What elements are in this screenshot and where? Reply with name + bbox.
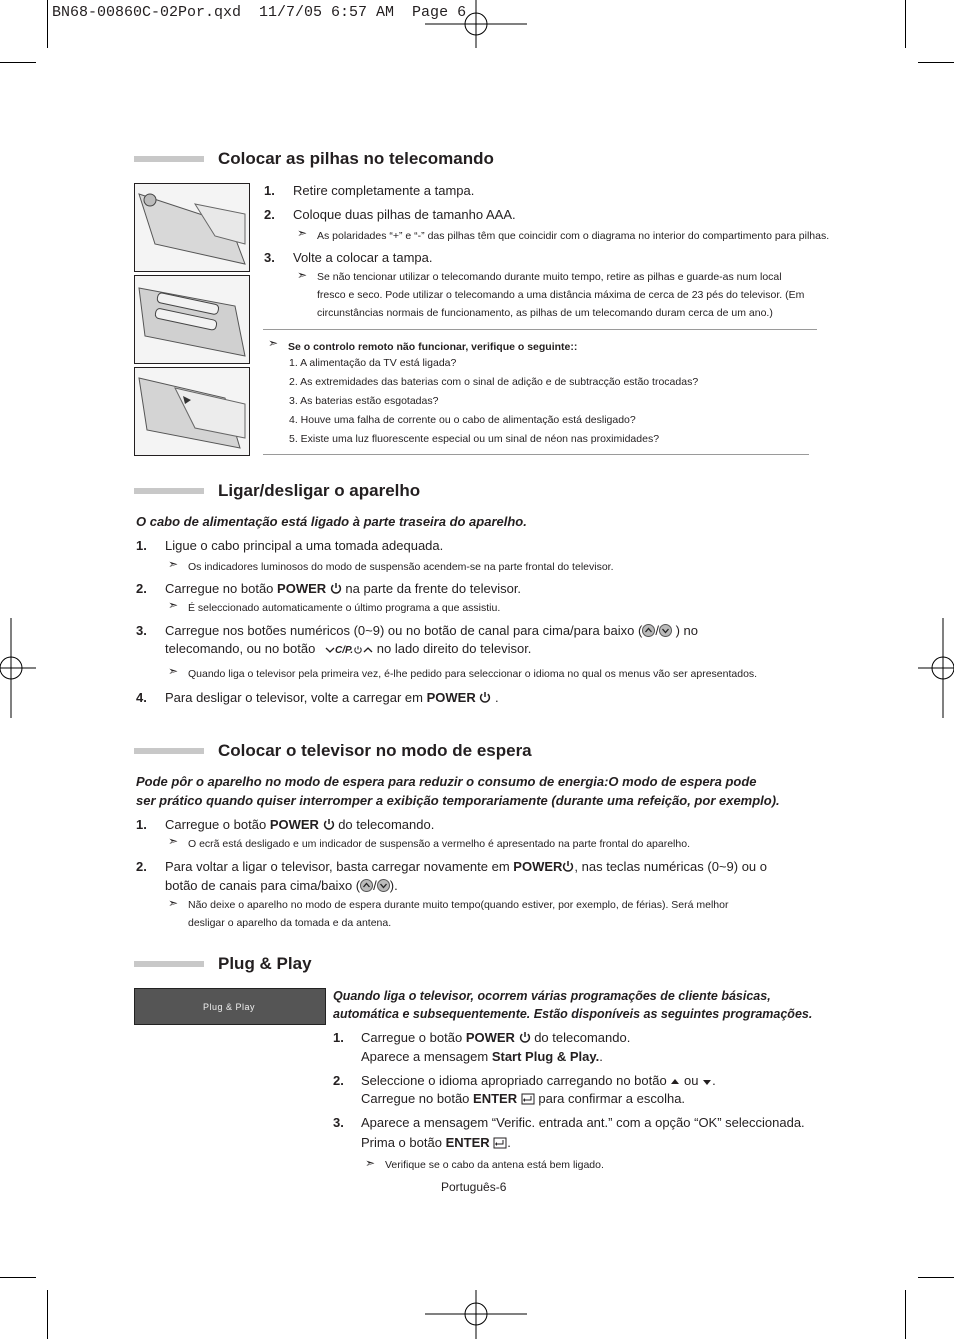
channel-up-icon xyxy=(642,624,655,637)
battery-illustration-icon xyxy=(135,276,249,363)
text-fragment: do telecomando. xyxy=(338,817,435,832)
section-intro: Pode pôr o aparelho no modo de espera para reduzir o consumo de energia:O modo de espera pode xyxy=(136,774,757,789)
step-text xyxy=(165,622,698,640)
step-text xyxy=(361,1072,716,1090)
power-label: POWER xyxy=(465,1030,515,1045)
step-text: Aparece a mensagem “Verific. entrada ant.” com a opção “OK” seleccionada. xyxy=(361,1115,805,1130)
step-number: 1. xyxy=(333,1030,344,1045)
note-arrow-icon: ➣ xyxy=(168,664,179,678)
text-fragment: Carregue o botão xyxy=(165,817,267,832)
note-arrow-icon: ➣ xyxy=(168,557,179,571)
note-text: O ecrã está desligado e um indicador de suspensão a vermelho é apresentado na parte frontal do aparelho. xyxy=(188,838,690,850)
chevron-up-icon xyxy=(363,645,373,655)
power-icon xyxy=(519,1031,531,1044)
section-bar xyxy=(134,961,204,967)
step-text xyxy=(361,1048,603,1066)
text-fragment: Carregue no botão xyxy=(361,1091,470,1106)
note-text: Se não tencionar utilizar o telecomando durante muito tempo, retire as pilhas e guarde-as num local xyxy=(317,271,782,283)
enter-icon xyxy=(521,1093,535,1105)
registration-mark-top xyxy=(425,0,527,48)
arrow-down-icon xyxy=(702,1077,712,1087)
registration-mark-bottom xyxy=(425,1290,527,1339)
remote-image-open-cover xyxy=(134,183,250,272)
enter-label: ENTER xyxy=(445,1135,490,1150)
note-arrow-icon: ➣ xyxy=(168,834,179,848)
cp-label: C/P. xyxy=(334,645,354,656)
step-text xyxy=(361,1029,630,1047)
page-number: Português-6 xyxy=(441,1180,507,1194)
note-arrow-icon: ➣ xyxy=(365,1156,376,1170)
power-label: POWER xyxy=(426,690,476,705)
power-icon xyxy=(479,691,491,704)
remote-image-batteries xyxy=(134,275,250,364)
registration-mark-right xyxy=(918,618,954,718)
note-text: Quando liga o televisor pela primeira vez, é-lhe pedido para seleccionar o idioma no qual os menus vão ser apresentados. xyxy=(188,668,758,680)
text-fragment: . xyxy=(494,690,499,705)
channel-up-icon xyxy=(360,879,373,892)
step-text xyxy=(165,858,767,876)
text-fragment: Para voltar a ligar o televisor, basta carregar novamente em xyxy=(165,859,510,874)
check-item: 1. A alimentação da TV está ligada? xyxy=(289,357,457,369)
remote-illustration-icon xyxy=(135,184,249,271)
step-number: 1. xyxy=(264,183,275,198)
step-text xyxy=(361,1090,685,1108)
section-bar xyxy=(134,156,204,162)
text-fragment: ) no xyxy=(675,623,698,638)
step-number: 2. xyxy=(264,207,275,222)
step-text xyxy=(165,580,521,598)
check-item: 5. Existe uma luz fluorescente especial ou um sinal de néon nas proximidades? xyxy=(289,433,660,445)
power-label: POWER xyxy=(277,581,327,596)
text-fragment: / xyxy=(655,623,659,638)
power-label: POWER xyxy=(513,859,563,874)
note-text: fresco e seco. Pode utilizar o telecomando a uma distância máxima de cerca de 23 pés do televisor. (Em xyxy=(317,289,805,301)
text-fragment: Carregue no botão xyxy=(165,581,274,596)
note-text: As polaridades “+” e “-” das pilhas têm que coincidir com o diagrama no interior do compartimento para pilhas. xyxy=(317,230,830,242)
plug-play-screen-label: Plug & Play xyxy=(203,1002,256,1012)
text-fragment: ). xyxy=(389,878,398,893)
step-number: 4. xyxy=(136,690,147,705)
step-number: 2. xyxy=(136,859,147,874)
step-number: 1. xyxy=(136,817,147,832)
note-text: Não deixe o aparelho no modo de espera durante muito tempo(quando estiver, por exemplo, de férias). Será melhor xyxy=(188,899,729,911)
note-text: Verifique se o cabo da antena está bem ligado. xyxy=(385,1159,604,1171)
text-fragment: para confirmar a escolha. xyxy=(538,1091,686,1106)
section-intro: O cabo de alimentação está ligado à parte traseira do aparelho. xyxy=(136,514,527,529)
step-text xyxy=(165,640,531,660)
registration-mark-left xyxy=(0,618,36,718)
note-arrow-icon: ➣ xyxy=(268,336,279,350)
check-item: 2. As extremidades das baterias com o sinal de adição e de subtracção estão trocadas? xyxy=(289,376,699,388)
section-title-plugplay: Plug & Play xyxy=(218,954,312,973)
power-icon xyxy=(323,818,335,831)
text-fragment: . xyxy=(712,1073,716,1088)
check-item: 3. As baterias estão esgotadas? xyxy=(289,395,439,407)
crop-mark xyxy=(905,1290,906,1339)
crop-mark xyxy=(47,1290,48,1339)
note-arrow-icon: ➣ xyxy=(297,268,308,282)
text-fragment: botão de canais para cima/baixo ( xyxy=(165,878,361,893)
remote-cover-illustration-icon xyxy=(135,368,249,455)
step-text xyxy=(361,1134,511,1152)
crop-mark xyxy=(47,0,48,48)
enter-label: ENTER xyxy=(473,1091,518,1106)
crop-mark xyxy=(918,62,954,63)
divider xyxy=(263,329,817,330)
section-bar xyxy=(134,488,204,494)
section-title-power: Ligar/desligar o aparelho xyxy=(218,481,421,500)
check-item: 4. Houve uma falha de corrente ou o cabo de alimentação está desligado? xyxy=(289,414,636,426)
text-fragment: . xyxy=(507,1135,511,1150)
step-text: Coloque duas pilhas de tamanho AAA. xyxy=(293,207,516,222)
check-title: Se o controlo remoto não funcionar, verifique o seguinte:: xyxy=(288,341,578,353)
note-arrow-icon: ➣ xyxy=(168,896,179,910)
step-text: Retire completamente a tampa. xyxy=(293,183,475,198)
power-icon xyxy=(330,582,342,595)
text-fragment: Prima o botão xyxy=(361,1135,442,1150)
section-intro: Quando liga o televisor, ocorrem várias programações de cliente básicas, xyxy=(333,989,771,1003)
step-text: Ligue o cabo principal a uma tomada adequada. xyxy=(165,538,444,553)
text-fragment: Aparece a mensagem xyxy=(361,1049,489,1064)
section-title-batteries: Colocar as pilhas no telecomando xyxy=(218,149,494,168)
text-fragment: Para desligar o televisor, volte a carregar em xyxy=(165,690,423,705)
note-text: É seleccionado automaticamente o último programa a que assistiu. xyxy=(188,602,501,614)
chevron-down-icon xyxy=(325,645,335,655)
text-fragment: . xyxy=(599,1049,603,1064)
text-fragment: , nas teclas numéricas (0~9) ou o xyxy=(574,859,767,874)
step-number: 1. xyxy=(136,538,147,553)
text-fragment: na parte da frente do televisor. xyxy=(345,581,522,596)
text-fragment: do telecomando. xyxy=(534,1030,631,1045)
enter-icon xyxy=(493,1137,507,1149)
step-number: 2. xyxy=(333,1073,344,1088)
text-fragment: ou xyxy=(683,1073,699,1088)
plug-play-screen xyxy=(134,988,326,1025)
step-text: Volte a colocar a tampa. xyxy=(293,250,433,265)
crop-mark xyxy=(905,0,906,48)
section-title-standby: Colocar o televisor no modo de espera xyxy=(218,741,532,760)
section-intro: automática e subsequentemente. Estão disponíveis as seguintes programações. xyxy=(333,1007,813,1021)
note-text: Os indicadores luminosos do modo de suspensão acendem-se na parte frontal do televisor. xyxy=(188,561,614,573)
divider xyxy=(263,454,809,455)
start-plug-play-label: Start Plug & Play. xyxy=(491,1049,600,1064)
step-number: 3. xyxy=(333,1115,344,1130)
text-fragment: no lado direito do televisor. xyxy=(376,641,532,656)
power-small-icon xyxy=(353,645,363,655)
step-number: 2. xyxy=(136,581,147,596)
note-arrow-icon: ➣ xyxy=(168,598,179,612)
crop-mark xyxy=(918,1277,954,1278)
section-bar xyxy=(134,748,204,754)
text-fragment: Carregue o botão xyxy=(361,1030,463,1045)
power-icon xyxy=(562,860,574,873)
step-number: 3. xyxy=(136,623,147,638)
step-text xyxy=(165,689,499,707)
note-text: desligar o aparelho da tomada e da antena. xyxy=(188,917,392,929)
arrow-up-icon xyxy=(670,1077,680,1087)
power-label: POWER xyxy=(269,817,319,832)
text-fragment: Carregue nos botões numéricos (0~9) ou no botão de canal para cima/para baixo ( xyxy=(165,623,643,638)
text-fragment: telecomando, ou no botão xyxy=(165,641,316,656)
text-fragment: / xyxy=(373,878,377,893)
note-text: circunstâncias normais de funcionamento, as pilhas de um telecomando duram cerca de um ano.) xyxy=(317,307,773,319)
remote-image-close-cover xyxy=(134,367,250,456)
step-text xyxy=(165,877,398,895)
step-number: 3. xyxy=(264,250,275,265)
channel-down-icon xyxy=(377,879,390,892)
crop-mark xyxy=(0,1277,36,1278)
note-arrow-icon: ➣ xyxy=(297,226,308,240)
section-intro: ser prático quando quiser interromper a exibição temporariamente (durante uma refeição, por exemplo). xyxy=(136,793,780,808)
crop-mark xyxy=(0,62,36,63)
channel-down-icon xyxy=(659,624,672,637)
text-fragment: Seleccione o idioma apropriado carregando no botão xyxy=(361,1073,667,1088)
step-text xyxy=(165,816,434,834)
print-slug: BN68-00860C-02Por.qxd 11/7/05 6:57 AM Page 6 xyxy=(52,4,467,21)
